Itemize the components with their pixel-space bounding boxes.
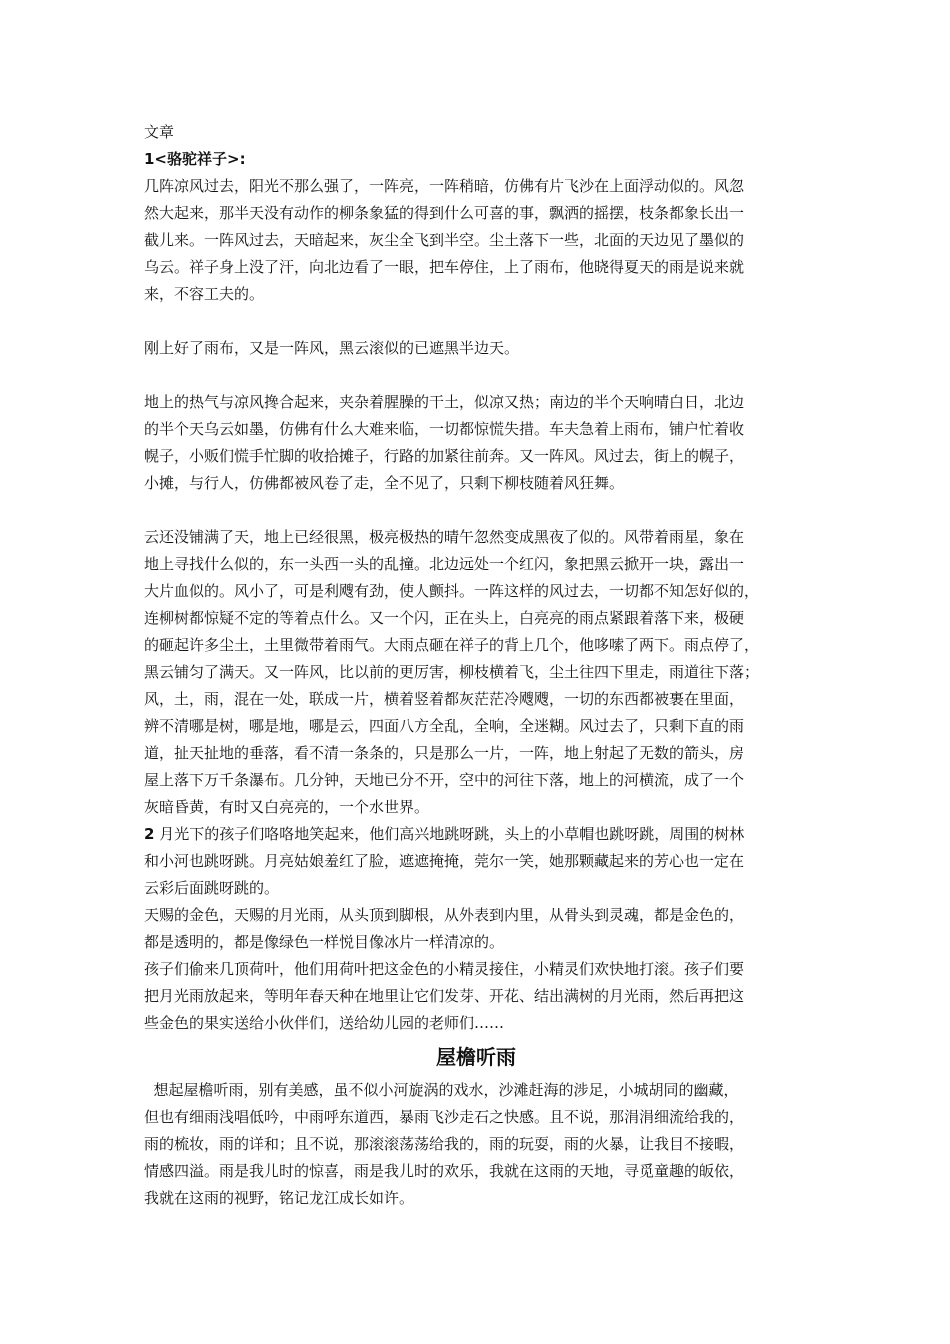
- text-line: 黑云铺匀了满天。又一阵风，比以前的更厉害，柳枝横着飞，尘土往四下里走，雨道往下落；: [144, 663, 760, 681]
- paragraph-gap: [144, 497, 808, 524]
- text-line: 大片血似的。风小了，可是利飕有劲，使人颤抖。一阵这样的风过去，一切都不知怎好似的，: [144, 582, 760, 600]
- section1-paragraph-3: [144, 389, 808, 497]
- text-line: 我就在这雨的视野，铭记龙江成长如许。: [144, 1189, 415, 1207]
- text-span: 月光下的孩子们咯咯地笑起来，他们高兴地跳呀跳，头上的小草帽也跳呀跳，周围的树林: [159, 825, 745, 843]
- text-line: 道，扯天扯地的垂落，看不清一条条的，只是那么一片，一阵，地上射起了无数的箭头，房: [144, 744, 745, 762]
- text-line: 连柳树都惊疑不定的等着点什么。又一个闪，正在头上，白亮亮的雨点紧跟着落下来，极硬: [144, 609, 745, 627]
- text-line: 截儿来。一阵风过去，天暗起来，灰尘全飞到半空。尘土落下一些，北面的天边见了墨似的: [144, 231, 745, 249]
- paragraph-gap: [144, 362, 808, 389]
- section1-paragraph-2: [144, 335, 808, 362]
- text-line: 然大起来，那半天没有动作的柳条象猛的得到什么可喜的事，飘洒的摇摆，枝条都象长出一: [144, 204, 745, 222]
- section1-paragraph-1: [144, 173, 808, 308]
- text-line: 的半个天乌云如墨，仿佛有什么大难来临，一切都惊慌失措。车夫急着上雨布，铺户忙着收: [144, 420, 745, 438]
- section1-paragraph-4: [144, 524, 808, 821]
- text-line: 地上的热气与凉风搀合起来，夹杂着腥臊的干土，似凉又热；南边的半个天响晴白日，北边: [144, 393, 745, 411]
- text-line: 幌子，小贩们慌手忙脚的收拾摊子，行路的加紧往前奔。又一阵风。风过去，街上的幌子，: [144, 447, 745, 465]
- section2-paragraph-1: [144, 821, 808, 902]
- paragraph-gap: [144, 308, 808, 335]
- text-line: 雨的梳妆，雨的详和；且不说，那滚滚荡荡给我的，雨的玩耍，雨的火暴，让我目不接暇，: [144, 1135, 745, 1153]
- section2-number: 2: [144, 825, 155, 843]
- text-line: 云彩后面跳呀跳的。: [144, 879, 280, 897]
- text-line: 刚上好了雨布，又是一阵风，黑云滚似的已遮黑半边天。: [144, 339, 520, 357]
- text-line: 地上寻找什么似的，东一头西一头的乱撞。北边远处一个红闪，象把黑云掀开一块，露出一: [144, 555, 745, 573]
- text-line: 小摊，与行人，仿佛都被风卷了走，全不见了，只剩下柳枝随着风狂舞。: [144, 474, 625, 492]
- doc-label: 文章: [144, 123, 175, 141]
- text-line: [144, 821, 808, 848]
- section2-paragraph-3: [144, 956, 808, 1037]
- text-line: 些金色的果实送给小伙伴们，送给幼儿园的老师们……: [144, 1014, 505, 1032]
- text-line: 天赐的金色，天赐的月光雨，从头顶到脚根，从外表到内里，从骨头到灵魂，都是金色的，: [144, 906, 745, 924]
- text-line: 孩子们偷来几顶荷叶，他们用荷叶把这金色的小精灵接住，小精灵们欢快地打滚。孩子们要: [144, 960, 745, 978]
- text-line: 灰暗昏黄，有时又白亮亮的，一个水世界。: [144, 798, 430, 816]
- text-line: 风，土，雨，混在一处，联成一片，横着竖着都灰茫茫冷飕飕，一切的东西都被裹在里面，: [144, 690, 745, 708]
- text-line: 把月光雨放起来，等明年春天种在地里让它们发芽、开花、结出满树的月光雨，然后再把这: [144, 987, 745, 1005]
- text-line: 和小河也跳呀跳。月亮姑娘羞红了脸，遮遮掩掩，莞尔一笑，她那颗藏起来的芳心也一定在: [144, 852, 745, 870]
- text-line: 云还没铺满了天，地上已经很黑，极亮极热的晴午忽然变成黑夜了似的。风带着雨星，象在: [144, 528, 745, 546]
- essay-title: 屋檐听雨: [436, 1045, 516, 1069]
- text-line: 乌云。祥子身上没了汗，向北边看了一眼，把车停住，上了雨布，他晓得夏天的雨是说来就: [144, 258, 745, 276]
- document-page: [144, 119, 808, 1212]
- text-line: 来，不容工夫的。: [144, 285, 265, 303]
- text-line: 的砸起许多尘土，土里微带着雨气。大雨点砸在祥子的背上几个，他哆嗦了两下。雨点停了，: [144, 636, 760, 654]
- text-line: 情感四溢。雨是我儿时的惊喜，雨是我儿时的欢乐，我就在这雨的天地，寻觅童趣的皈依，: [144, 1162, 745, 1180]
- section1-title: 1<骆驼祥子>:: [144, 150, 246, 168]
- essay-paragraph: [144, 1077, 808, 1212]
- text-line: 屋上落下万千条瀑布。几分钟，天地已分不开，空中的河往下落，地上的河横流，成了一个: [144, 771, 745, 789]
- text-line: 几阵凉风过去，阳光不那么强了，一阵亮，一阵稍暗，仿佛有片飞沙在上面浮动似的。风忽: [144, 177, 745, 195]
- text-line: 想起屋檐听雨，别有美感，虽不似小河旋涡的戏水，沙滩赶海的涉足，小城胡同的幽藏，: [144, 1081, 739, 1099]
- section2-paragraph-2: [144, 902, 808, 956]
- text-line: 辨不清哪是树，哪是地，哪是云，四面八方全乱，全响，全迷糊。风过去了，只剩下直的雨: [144, 717, 745, 735]
- text-line: 都是透明的，都是像绿色一样悦目像冰片一样清凉的。: [144, 933, 505, 951]
- text-line: 但也有细雨浅唱低吟，中雨呼东道西，暴雨飞沙走石之快感。且不说，那涓涓细流给我的，: [144, 1108, 745, 1126]
